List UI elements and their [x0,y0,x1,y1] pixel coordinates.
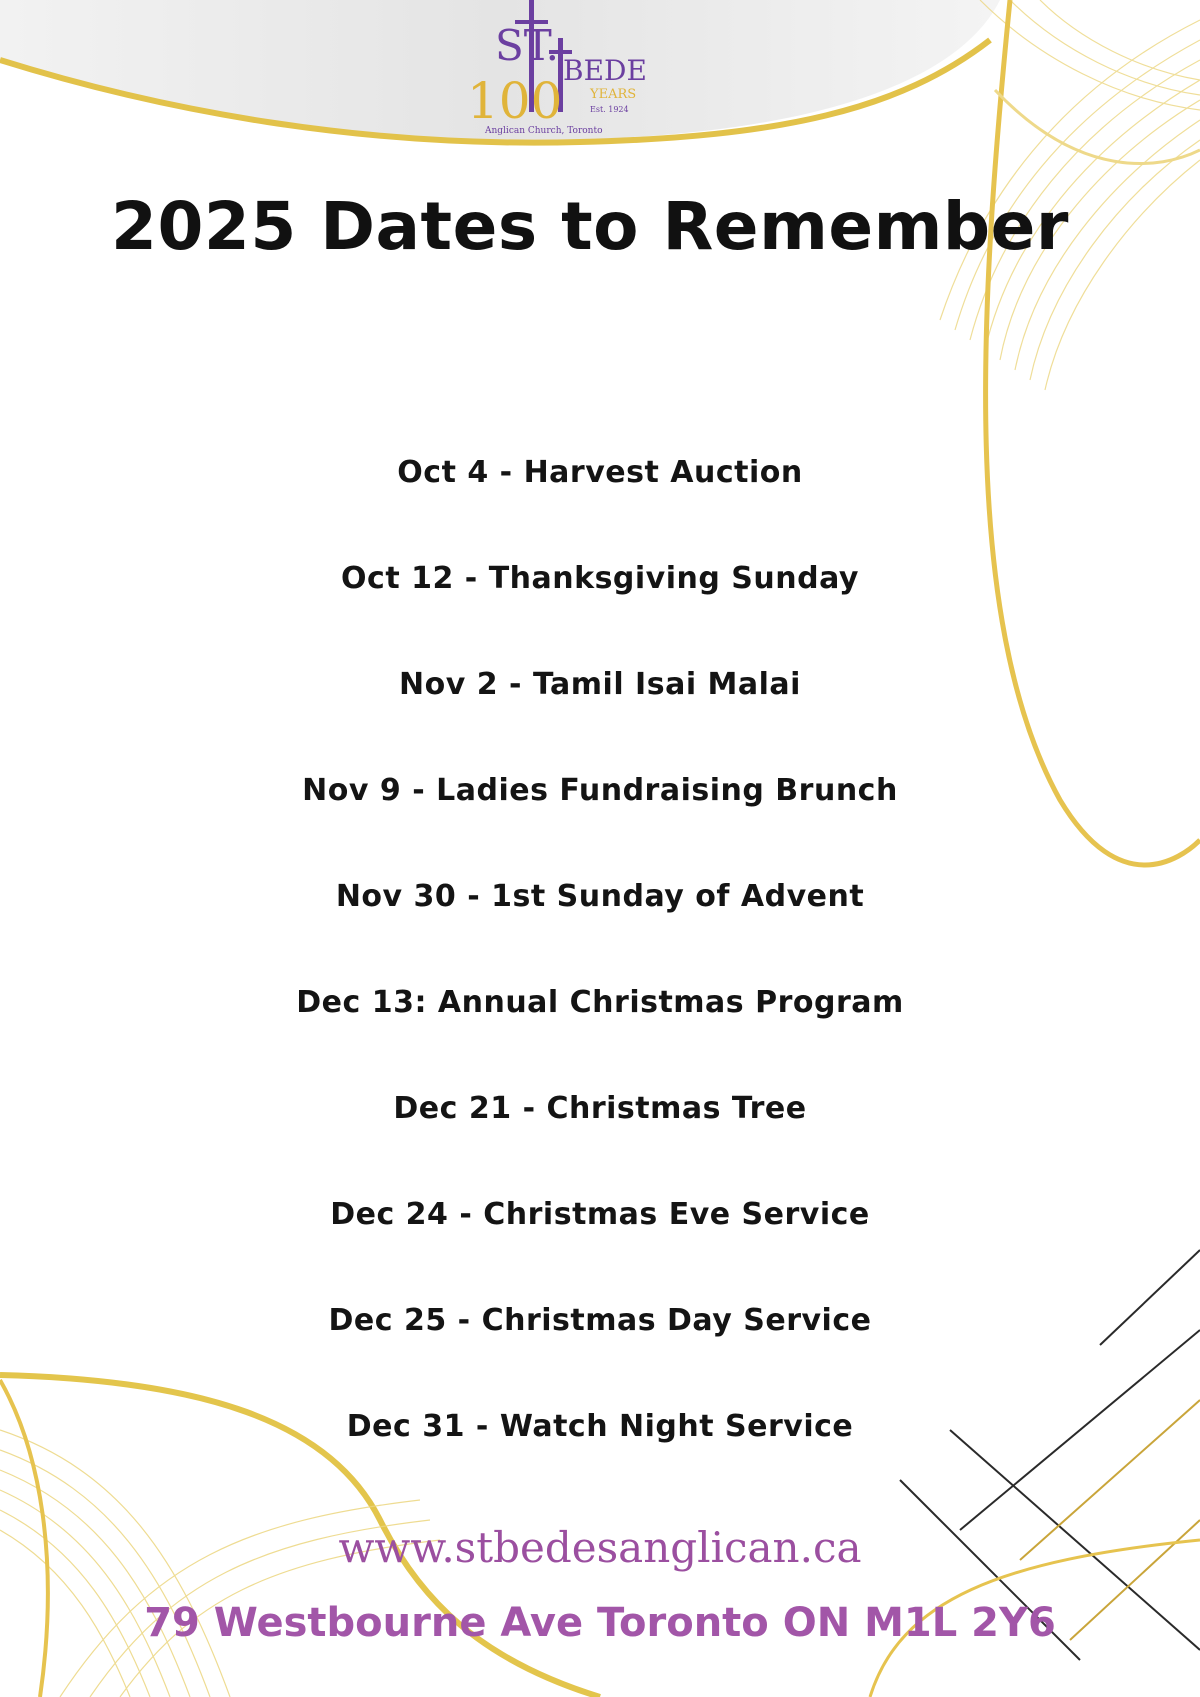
event-item: Nov 2 - Tamil Isai Malai [399,667,801,702]
logo-st-text: ST. [495,21,559,70]
event-list [0,420,1200,1480]
logo-100-text: 100 [467,72,563,130]
event-item: Dec 21 - Christmas Tree [393,1091,807,1126]
event-item: Nov 9 - Ladies Fundraising Brunch [302,773,898,808]
page-title: 2025 Dates to Remember [111,188,1069,265]
event-item: Dec 25 - Christmas Day Service [328,1303,872,1338]
website-link[interactable]: www.stbedesanglican.ca [338,1523,862,1572]
church-logo [455,0,655,145]
logo-subtitle-text: Anglican Church, Toronto [485,126,603,136]
church-address: 79 Westbourne Ave Toronto ON M1L 2Y6 [144,1600,1056,1646]
logo-years-text: YEARS [590,87,637,102]
event-item: Dec 31 - Watch Night Service [346,1409,854,1444]
event-item: Dec 13: Annual Christmas Program [296,985,904,1020]
event-item: Nov 30 - 1st Sunday of Advent [335,879,865,914]
logo-est-text: Est. 1924 [590,105,629,114]
event-item: Oct 12 - Thanksgiving Sunday [341,561,859,596]
church-logo-graphic [455,0,655,145]
event-item: Dec 24 - Christmas Eve Service [330,1197,870,1232]
event-item: Oct 4 - Harvest Auction [397,455,803,490]
logo-bede-text: BEDE [563,54,647,87]
